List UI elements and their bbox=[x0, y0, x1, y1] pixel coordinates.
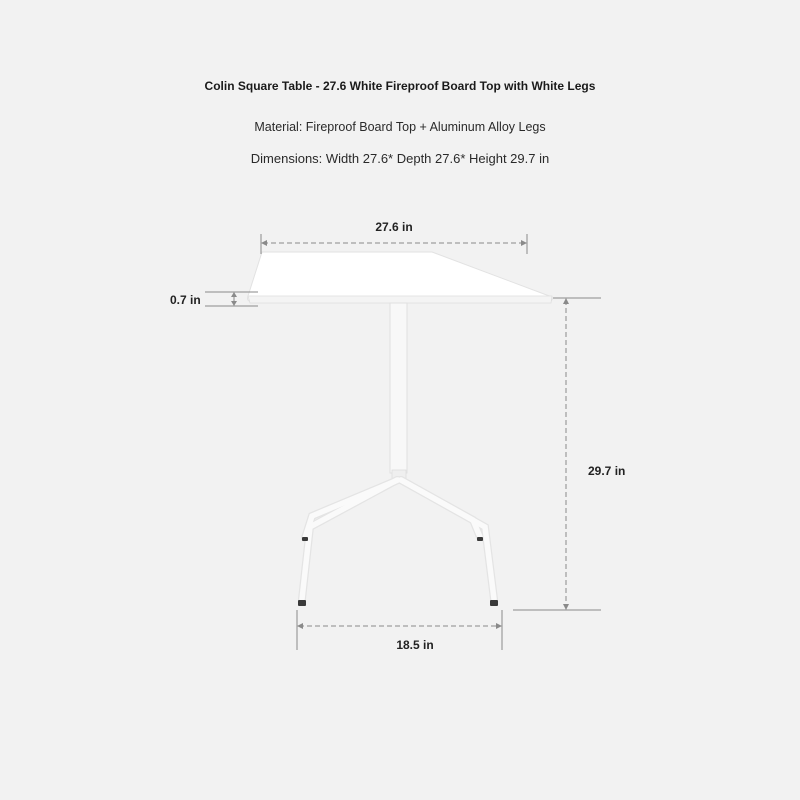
table-top bbox=[248, 252, 553, 303]
product-title: Colin Square Table - 27.6 White Fireproof Board Top with White Legs bbox=[204, 79, 596, 93]
height-dimension-line bbox=[513, 298, 601, 610]
material-text: Material: Fireproof Board Top + Aluminum Alloy Legs bbox=[254, 120, 546, 134]
thickness-label: 0.7 in bbox=[170, 293, 201, 307]
table-legs bbox=[298, 480, 498, 606]
width-dimension-line bbox=[261, 234, 527, 254]
base-width-label: 18.5 in bbox=[396, 638, 434, 652]
height-label: 29.7 in bbox=[588, 464, 626, 478]
table-column bbox=[390, 303, 407, 480]
width-label: 27.6 in bbox=[375, 220, 413, 234]
dimensions-text: Dimensions: Width 27.6* Depth 27.6* Height 29.7 in bbox=[250, 151, 550, 166]
